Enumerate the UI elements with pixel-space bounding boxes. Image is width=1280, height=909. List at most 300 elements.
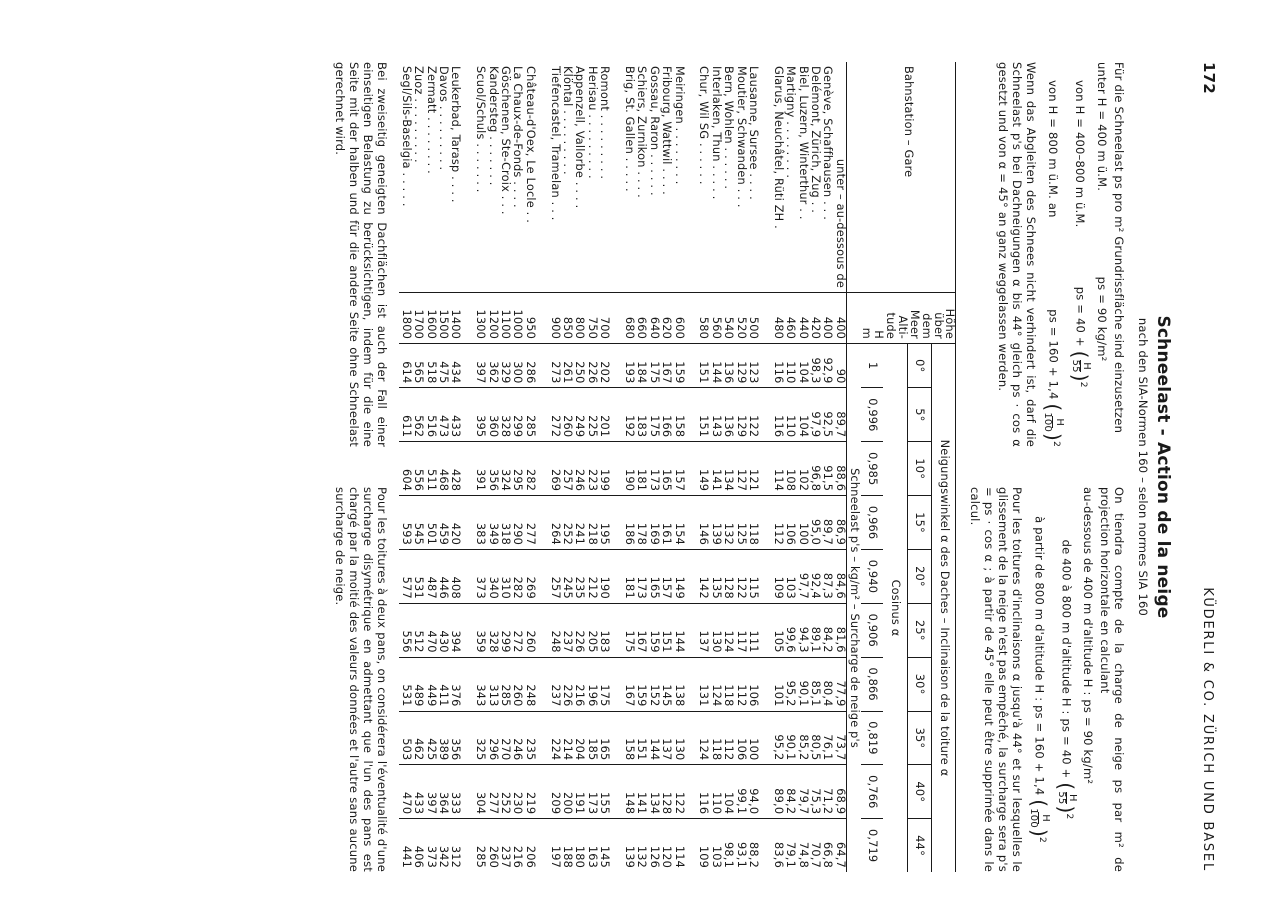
snow-load-value: 206 [523, 819, 535, 872]
snow-load-value: 90,1 [784, 711, 796, 765]
snow-load-value: 269 [548, 442, 560, 496]
station-name: Segl/Sils-Baselgia . . . . . [399, 66, 413, 207]
snow-load-value: 181 [623, 550, 635, 604]
snow-load-value: 106 [734, 711, 746, 765]
snow-load-value: 145 [598, 819, 610, 872]
snow-load-value: 135 [709, 550, 721, 604]
station-name: Leukerbad, Tarasp . . . . [449, 66, 463, 203]
snow-load-value: 249 [573, 388, 585, 442]
altitude-value: 1100 [499, 293, 511, 344]
snow-load-value: 86,9 [833, 496, 846, 550]
snow-load-value: 433 [449, 388, 461, 442]
snow-load-value: 129 [734, 344, 746, 388]
station-name: Interlaken, Thun . . . . . [709, 66, 723, 200]
cosine-cell: 0,866 [861, 657, 884, 711]
snow-load-value: 85,1 [809, 657, 821, 711]
station-header: Bahnstation – Gare [861, 62, 956, 293]
station-name: Zuoz . . . . . . . . . [412, 66, 426, 163]
snow-load-value: 269 [523, 550, 535, 604]
angle-cell: 10° [907, 442, 931, 496]
snow-load-value: 151 [635, 711, 647, 765]
snow-load-value: 373 [474, 550, 486, 604]
snow-load-value: 112 [734, 657, 746, 711]
snow-load-value: 155 [598, 765, 610, 819]
snow-load-value: 64,7 [833, 819, 846, 872]
cosine-cell: 0,766 [861, 765, 884, 819]
snow-load-value: 185 [585, 711, 597, 765]
snow-load-value: 260 [486, 819, 498, 872]
snow-load-value: 604 [399, 442, 411, 496]
snow-load-value: 84,6 [833, 550, 846, 604]
altitude-value: 800 [573, 293, 585, 344]
snow-load-value: 112 [771, 496, 783, 550]
station-name: Glarus, Neuchâtel, Rüti ZH . [771, 66, 785, 229]
station-name: Zermatt . . . . . . . . [424, 66, 438, 174]
table-row [672, 62, 684, 872]
table-row [821, 62, 833, 872]
snow-load-value: 277 [486, 765, 498, 819]
snow-load-value: 125 [734, 496, 746, 550]
snow-load-value: 80,5 [809, 711, 821, 765]
footer-german: Bei zweiseitig geneigten Dachflächen ist auch der Fall einer einseitigen Belastung zu berücksichtigen, indem für die eine Seite mit der halben und für die andere Seite ohne Schneelast gerechnet wird. [333, 62, 390, 447]
fr-from-800 [1027, 487, 1051, 872]
table-row [499, 62, 511, 872]
altitude-value: 600 [672, 293, 684, 344]
angle-cell: 30° [907, 657, 931, 711]
snow-load-value: 235 [573, 550, 585, 604]
snow-load-value: 79,7 [796, 765, 808, 819]
snow-load-value: 137 [660, 711, 672, 765]
snow-load-value: 531 [399, 657, 411, 711]
snow-load-value: 362 [486, 344, 498, 388]
snow-load-value: 124 [722, 603, 734, 657]
snow-load-value: 92,5 [821, 388, 833, 442]
station-name: Martigny . . . . . . . . [784, 66, 798, 179]
snow-load-value: 89,0 [771, 765, 783, 819]
table-row [784, 62, 796, 872]
footer-french: Pour les toitures à deux pans, on considérera l'éventualité d'une surcharge disymétrique en admettant que l'un des pans est chargé par la moitié des valeurs données et l'autre sans aucune surcharge de neige. [333, 487, 390, 872]
snow-load-value: 91,5 [821, 442, 833, 496]
snow-load-value: 468 [437, 442, 449, 496]
station-name: Biel, Luzern, Winterthur . . [796, 66, 810, 220]
snow-load-value: 290 [511, 496, 523, 550]
snow-load-value: 117 [734, 603, 746, 657]
snow-load-value: 173 [635, 550, 647, 604]
snow-load-value: 84,2 [821, 603, 833, 657]
snow-load-value: 296 [486, 711, 498, 765]
snow-load-value: 122 [734, 550, 746, 604]
snow-load-value: 434 [449, 344, 461, 388]
altitude-value: 700 [598, 293, 610, 344]
snow-load-value: 230 [511, 765, 523, 819]
altitude-value: 440 [796, 293, 808, 344]
snow-load-value: 186 [623, 496, 635, 550]
altitude-value: 750 [585, 293, 597, 344]
snow-load-value: 114 [672, 819, 684, 872]
snow-load-value: 260 [511, 657, 523, 711]
snow-load-value: 389 [437, 711, 449, 765]
altitude-value: 950 [523, 293, 535, 344]
snow-load-value: 304 [474, 765, 486, 819]
snow-load-value: 503 [399, 711, 411, 765]
station-name: Gossau, Raron . . . . . . [647, 66, 661, 196]
snow-load-value: 139 [709, 496, 721, 550]
snow-load-value: 516 [424, 388, 436, 442]
station-name: Chur, Wil SG . . . . . . [697, 66, 711, 185]
snow-load-value: 98,3 [809, 344, 821, 388]
station-name: Lausanne, Sursee . . . . [747, 66, 761, 200]
table-row [424, 62, 436, 872]
snow-load-value: 216 [573, 657, 585, 711]
snow-load-value: 299 [511, 388, 523, 442]
snow-load-value: 282 [523, 442, 535, 496]
snow-load-value: 173 [647, 442, 659, 496]
altitude-value: 900 [548, 293, 560, 344]
snow-load-value: 441 [399, 819, 411, 872]
snow-load-value: 340 [486, 550, 498, 604]
fr-formula-high: à partir de 800 m d'altitude H : ps = 160 + 1,4 ( H 100 )$^2$ [1026, 516, 1051, 843]
table-row [585, 62, 597, 872]
snow-load-value: 237 [561, 603, 573, 657]
snow-load-value: 92,4 [809, 550, 821, 604]
load-header: Schneelast p's – kg/m² – Surcharge de neige p's [846, 344, 860, 873]
snow-load-value: 318 [499, 496, 511, 550]
snow-load-value: 202 [598, 344, 610, 388]
de-400-800: von H = 400–800 m ü.M. ps = 40 + ( H 55 )$^2$ [1068, 80, 1093, 388]
snow-load-value: 144 [647, 711, 659, 765]
de-under-400: unter H = 400 m ü.M. ps = 90 kg/m² [1095, 62, 1110, 362]
snow-load-value: 226 [585, 344, 597, 388]
snow-load-value: 190 [598, 550, 610, 604]
station-name: Bern, Wohlen . . . . . . [722, 66, 736, 190]
snow-load-value: 257 [561, 442, 573, 496]
snow-load-value: 545 [412, 496, 424, 550]
snow-load-value: 103 [784, 550, 796, 604]
snow-load-value: 159 [672, 344, 684, 388]
snow-load-value: 212 [585, 550, 597, 604]
snow-load-value: 295 [511, 442, 523, 496]
snow-load-value: 184 [635, 344, 647, 388]
angle-cell: 20° [907, 550, 931, 604]
snow-load-value: 70,7 [809, 819, 821, 872]
table-row [833, 62, 846, 872]
snow-load-value: 81,6 [833, 603, 846, 657]
snow-load-value: 248 [523, 657, 535, 711]
snow-load-value: 329 [499, 344, 511, 388]
snow-load-value: 373 [424, 819, 436, 872]
snow-load-value: 593 [399, 496, 411, 550]
snow-load-value: 161 [660, 496, 672, 550]
snow-load-value: 123 [747, 344, 759, 388]
snow-load-value: 264 [548, 496, 560, 550]
snow-load-value: 137 [697, 603, 709, 657]
cosine-cell: 0,966 [861, 496, 884, 550]
snow-load-value: 157 [660, 550, 672, 604]
snow-load-value: 180 [573, 819, 585, 872]
snow-load-value: 94,3 [796, 603, 808, 657]
station-name: Kandersteg . . . . . . . [486, 66, 500, 186]
snow-load-value: 282 [511, 550, 523, 604]
snow-load-value: 360 [486, 388, 498, 442]
snow-load-value: 310 [499, 550, 511, 604]
snow-load-value: 406 [412, 819, 424, 872]
altitude-header-line: Meer [907, 309, 921, 339]
snow-load-value: 428 [449, 442, 461, 496]
station-name: Delémont, Zürich, Zug . . [809, 66, 823, 214]
intro-section [965, 62, 1127, 872]
snow-load-value: 342 [437, 819, 449, 872]
station-name: unter – au-dessous de [833, 158, 847, 288]
snow-load-value: 313 [486, 657, 498, 711]
station-name: Scuol/Schuls . . . . . . . [474, 66, 488, 193]
station-name: Herisau . . . . . . . . . [585, 66, 599, 179]
snow-load-value: 470 [399, 765, 411, 819]
station-name: Davos . . . . . . . . . [436, 66, 450, 171]
angle-cell: 25° [907, 603, 931, 657]
table-row [486, 62, 498, 872]
fr-under-400: au-dessous de 400 m d'altitude H : ps = 90 kg/m² [1081, 487, 1096, 785]
intro-german [965, 62, 1127, 447]
station-name: Fribourg, Wattwil . . . . [660, 66, 674, 195]
snow-load-value: 181 [635, 442, 647, 496]
snow-load-value: 252 [561, 496, 573, 550]
altitude-header [861, 293, 956, 344]
snow-load-value: 324 [499, 442, 511, 496]
snow-load-value: 349 [486, 496, 498, 550]
snow-load-value: 148 [623, 765, 635, 819]
snow-load-value: 84,2 [784, 765, 796, 819]
snow-load-value: 512 [412, 603, 424, 657]
snow-load-value: 124 [709, 657, 721, 711]
snow-load-value: 95,0 [809, 496, 821, 550]
snow-load-value: 300 [511, 344, 523, 388]
snow-load-value: 250 [573, 344, 585, 388]
snow-load-value: 98,1 [722, 819, 734, 872]
snow-load-value: 556 [399, 603, 411, 657]
snow-load-value: 71,2 [821, 765, 833, 819]
snow-load-value: 286 [523, 344, 535, 388]
snow-load-value: 104 [796, 388, 808, 442]
snow-load-value: 109 [697, 819, 709, 872]
snow-load-value: 151 [697, 388, 709, 442]
snow-load-value: 151 [697, 344, 709, 388]
snow-load-value: 158 [672, 388, 684, 442]
snow-load-value: 97,7 [796, 550, 808, 604]
publisher-line: KÜDERLI & CO. ZÜRICH UND BASEL [1200, 587, 1215, 872]
snow-load-value: 277 [523, 496, 535, 550]
snow-load-value: 128 [660, 765, 672, 819]
snow-load-value: 192 [623, 388, 635, 442]
table-row [399, 62, 411, 872]
snow-load-value: 126 [647, 819, 659, 872]
snow-load-value: 104 [722, 765, 734, 819]
table-row [412, 62, 424, 872]
angle-header: Neigungswinkel α des Daches – Inclinaison de la toiture α [932, 344, 956, 873]
station-name: Göschenen, Ste-Croix . . . [498, 66, 512, 215]
snow-load-value: 611 [399, 388, 411, 442]
snow-load-value: 475 [437, 344, 449, 388]
snow-load-value: 108 [784, 442, 796, 496]
table-row [598, 62, 610, 872]
snow-load-value: 489 [412, 657, 424, 711]
snow-load-value: 470 [424, 603, 436, 657]
altitude-value: 520 [734, 293, 746, 344]
table-row [573, 62, 585, 872]
snow-load-value: 144 [672, 603, 684, 657]
snow-load-value: 218 [585, 496, 597, 550]
table-row [511, 62, 523, 872]
snow-load-value: 74,8 [796, 819, 808, 872]
snow-load-value: 462 [412, 711, 424, 765]
snow-load-value: 397 [424, 765, 436, 819]
snow-load-value: 115 [747, 550, 759, 604]
altitude-value: 500 [747, 293, 759, 344]
snow-load-value: 129 [734, 388, 746, 442]
snow-load-value: 76,1 [821, 711, 833, 765]
snow-load-value: 96,8 [809, 442, 821, 496]
snow-load-value: 100 [796, 496, 808, 550]
snow-load-value: 226 [573, 603, 585, 657]
snow-load-value: 157 [672, 442, 684, 496]
snow-load-value: 83,6 [771, 819, 783, 872]
snow-load-value: 75,3 [809, 765, 821, 819]
snow-load-value: 132 [722, 496, 734, 550]
snow-load-value: 149 [672, 550, 684, 604]
snow-load-value: 411 [437, 657, 449, 711]
angle-cell: 5° [907, 388, 931, 442]
cosine-header: Cosinus α [883, 344, 907, 873]
snow-load-value: 109 [771, 550, 783, 604]
snow-load-value: 166 [660, 388, 672, 442]
snow-load-value: 195 [598, 496, 610, 550]
snow-load-value: 487 [424, 550, 436, 604]
snow-load-value: 163 [585, 819, 597, 872]
snow-load-value: 159 [635, 657, 647, 711]
snow-load-value: 193 [623, 344, 635, 388]
snow-load-value: 394 [449, 603, 461, 657]
snow-load-value: 260 [523, 603, 535, 657]
snow-load-value: 103 [709, 819, 721, 872]
table-row [523, 62, 535, 872]
table-row [660, 62, 672, 872]
snow-load-value: 183 [635, 388, 647, 442]
snow-load-value: 273 [548, 344, 560, 388]
snow-load-value: 501 [424, 496, 436, 550]
snow-load-value: 89,7 [833, 388, 846, 442]
station-name: Genève, Schaffhausen . . . [821, 66, 835, 221]
snow-load-value: 118 [722, 657, 734, 711]
snow-load-value: 136 [722, 388, 734, 442]
angle-cell: 0° [907, 344, 931, 388]
snow-load-value: 246 [573, 442, 585, 496]
intro-french [965, 487, 1127, 872]
snow-load-value: 237 [499, 819, 511, 872]
altitude-header-line: m [860, 327, 874, 339]
altitude-value: 400 [833, 293, 846, 344]
snow-load-value: 73,7 [833, 711, 846, 765]
snow-load-value: 175 [647, 344, 659, 388]
snow-load-value: 425 [424, 711, 436, 765]
snow-load-value: 188 [561, 819, 573, 872]
snow-load-value: 127 [734, 442, 746, 496]
snow-load-value: 139 [623, 819, 635, 872]
station-name: Klöntal . . . . . . . . . [560, 66, 574, 175]
snow-load-value: 136 [722, 344, 734, 388]
snow-load-value: 224 [548, 711, 560, 765]
snow-load-value: 151 [660, 603, 672, 657]
snow-load-value: 143 [709, 388, 721, 442]
snow-load-value: 97,9 [809, 388, 821, 442]
station-name: Tiefencastel, Tramelan . . . [548, 66, 562, 221]
snow-load-value: 112 [722, 711, 734, 765]
snow-load-value: 285 [474, 819, 486, 872]
snow-load-value: 130 [709, 603, 721, 657]
station-name: Brig, St. Gallen . . . . . [622, 66, 636, 192]
snow-load-value: 299 [499, 603, 511, 657]
snow-load-value: 118 [709, 711, 721, 765]
altitude-value: 1500 [437, 293, 449, 344]
snow-load-value: 556 [412, 442, 424, 496]
snow-load-value: 116 [771, 388, 783, 442]
snow-load-value: 93,1 [734, 819, 746, 872]
snow-load-value: 223 [585, 442, 597, 496]
snow-load-value: 285 [499, 657, 511, 711]
snow-load-value: 201 [598, 388, 610, 442]
snow-load-value: 92,9 [821, 344, 833, 388]
snow-load-value: 178 [635, 496, 647, 550]
snow-load-value: 433 [412, 765, 424, 819]
snow-load-value: 252 [499, 765, 511, 819]
snow-load-value: 99,6 [784, 603, 796, 657]
snow-load-value: 101 [771, 657, 783, 711]
table-row [722, 62, 734, 872]
cosine-cell: 0,819 [861, 711, 884, 765]
fr-formula-mid: de 400 à 800 m d'altitude H : ps = 40 + ( H 55 )$^2$ [1054, 539, 1079, 820]
station-name: Moutier, Schwanden . . . [734, 66, 748, 208]
altitude-header-line: über [931, 312, 945, 339]
snow-load-value: 325 [474, 711, 486, 765]
snow-load-value: 167 [635, 603, 647, 657]
snow-load-body [399, 62, 846, 872]
snow-load-value: 190 [623, 442, 635, 496]
snow-load-value: 68,9 [833, 765, 846, 819]
snow-load-value: 116 [697, 765, 709, 819]
snow-load-value: 94,0 [747, 765, 759, 819]
snow-load-value: 110 [784, 388, 796, 442]
snow-load-value: 88,2 [747, 819, 759, 872]
altitude-value: 420 [809, 293, 821, 344]
snow-load-value: 383 [474, 496, 486, 550]
snow-load-value: 200 [561, 765, 573, 819]
altitude-value: 680 [623, 293, 635, 344]
fr-slide-text: Pour les toitures d'inclinaisons α jusqu'à 44° et sur lesquelles le glissement de la neige n'est pas empêché, la surcharge sera p's = ps · cos α ; à partir de 45° elle peut être supprimée dans le calcul. [967, 487, 1024, 872]
snow-load-value: 145 [660, 657, 672, 711]
snow-load-value: 446 [437, 550, 449, 604]
altitude-value: 640 [647, 293, 659, 344]
table-row [734, 62, 746, 872]
snow-load-value: 142 [697, 550, 709, 604]
snow-load-value: 77,9 [833, 657, 846, 711]
table-row [747, 62, 759, 872]
snow-load-value: 356 [486, 442, 498, 496]
snow-load-value: 154 [672, 496, 684, 550]
footer-notes [333, 62, 389, 872]
snow-load-value: 175 [598, 657, 610, 711]
snow-load-value: 430 [437, 603, 449, 657]
snow-load-value: 260 [561, 388, 573, 442]
snow-load-value: 110 [709, 765, 721, 819]
snow-load-value: 449 [424, 657, 436, 711]
